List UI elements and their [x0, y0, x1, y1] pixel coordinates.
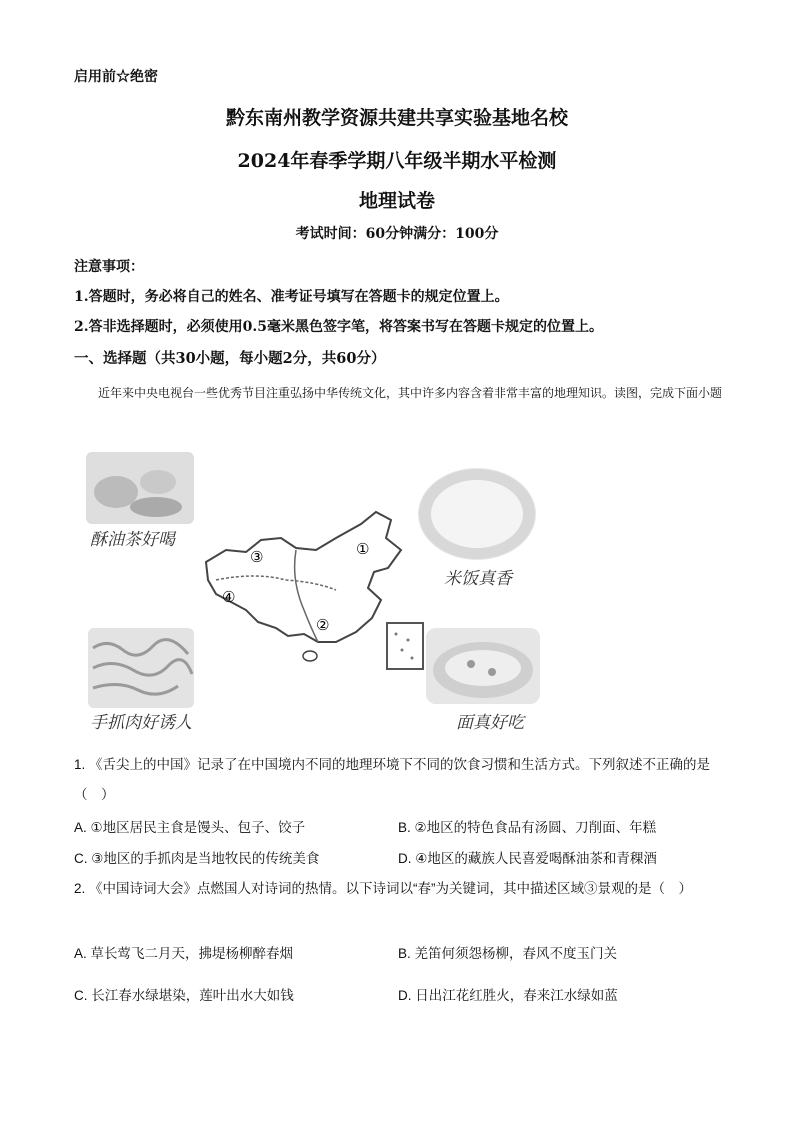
china-food-map-figure: [86, 452, 546, 737]
butter-tea-photo: [86, 452, 194, 524]
marker-4: ④: [222, 588, 236, 606]
section-title: 一、选择题（共30小题，每小题2分，共60分）: [74, 350, 386, 367]
caption-rice: 米饭真香: [444, 569, 512, 589]
exam-title: 2024年春季学期八年级半期水平检测: [237, 150, 557, 172]
secret-label: 启用前☆绝密: [74, 69, 158, 85]
marker-1: ①: [356, 540, 370, 558]
exam-info: 考试时间：60分钟满分：100分: [295, 226, 499, 242]
notice-heading: 注意事项：: [74, 259, 144, 275]
caption-noodle: 面真好吃: [456, 713, 524, 733]
question-1-option-a: A. ①地区居民主食是馒头、包子、饺子: [74, 820, 306, 835]
intro-text: 近年来中央电视台一些优秀节目注重弘扬中华传统文化，其中许多内容含着非常丰富的地理知识。读图，完成下面小题: [98, 386, 723, 400]
south-china-sea-inset: [386, 622, 424, 670]
mutton-photo: [88, 628, 194, 708]
school-title: 黔东南州教学资源共建共享实验基地名校: [225, 107, 568, 129]
question-2-option-d: D. 日出江花红胜火，春来江水绿如蓝: [398, 988, 618, 1003]
question-1-option-b: B. ②地区的特色食品有汤圆、刀削面、年糕: [398, 820, 657, 835]
question-2-option-b: B. 羌笛何须怨杨柳，春风不度玉门关: [398, 946, 618, 961]
caption-mutton: 手抓肉好诱人: [90, 713, 192, 733]
question-2-option-c: C. 长江春水绿堪染，莲叶出水大如钱: [74, 988, 294, 1003]
marker-2: ②: [316, 616, 330, 634]
question-1-stem: 1. 《舌尖上的中国》记录了在中国境内不同的地理环境下不同的饮食习惯和生活方式。下列叙述不正确的是（ ）: [74, 757, 711, 802]
china-outline-map: [186, 510, 416, 670]
subject-title: 地理试卷: [358, 190, 435, 212]
caption-butter-tea: 酥油茶好喝: [90, 530, 175, 550]
notice-item: 1.答题时，务必将自己的姓名、准考证号填写在答题卡的规定位置上。: [74, 289, 509, 305]
question-1-option-c: C. ③地区的手抓肉是当地牧民的传统美食: [74, 851, 320, 866]
notice-item: 2.答非选择题时，必须使用0.5毫米黑色签字笔，将答案书写在答题卡规定的位置上。: [74, 319, 603, 335]
question-1-option-d: D. ④地区的藏族人民喜爱喝酥油茶和青稞酒: [398, 851, 657, 866]
noodle-photo: [426, 628, 540, 704]
marker-3: ③: [250, 548, 264, 566]
question-2-option-a: A. 草长莺飞二月天，拂堤杨柳醉春烟: [74, 946, 294, 961]
question-2-stem: 2. 《中国诗词大会》点燃国人对诗词的热情。以下诗词以“春”为关键词，其中描述区域③景观的是（ ）: [74, 881, 692, 896]
rice-photo: [418, 468, 536, 560]
